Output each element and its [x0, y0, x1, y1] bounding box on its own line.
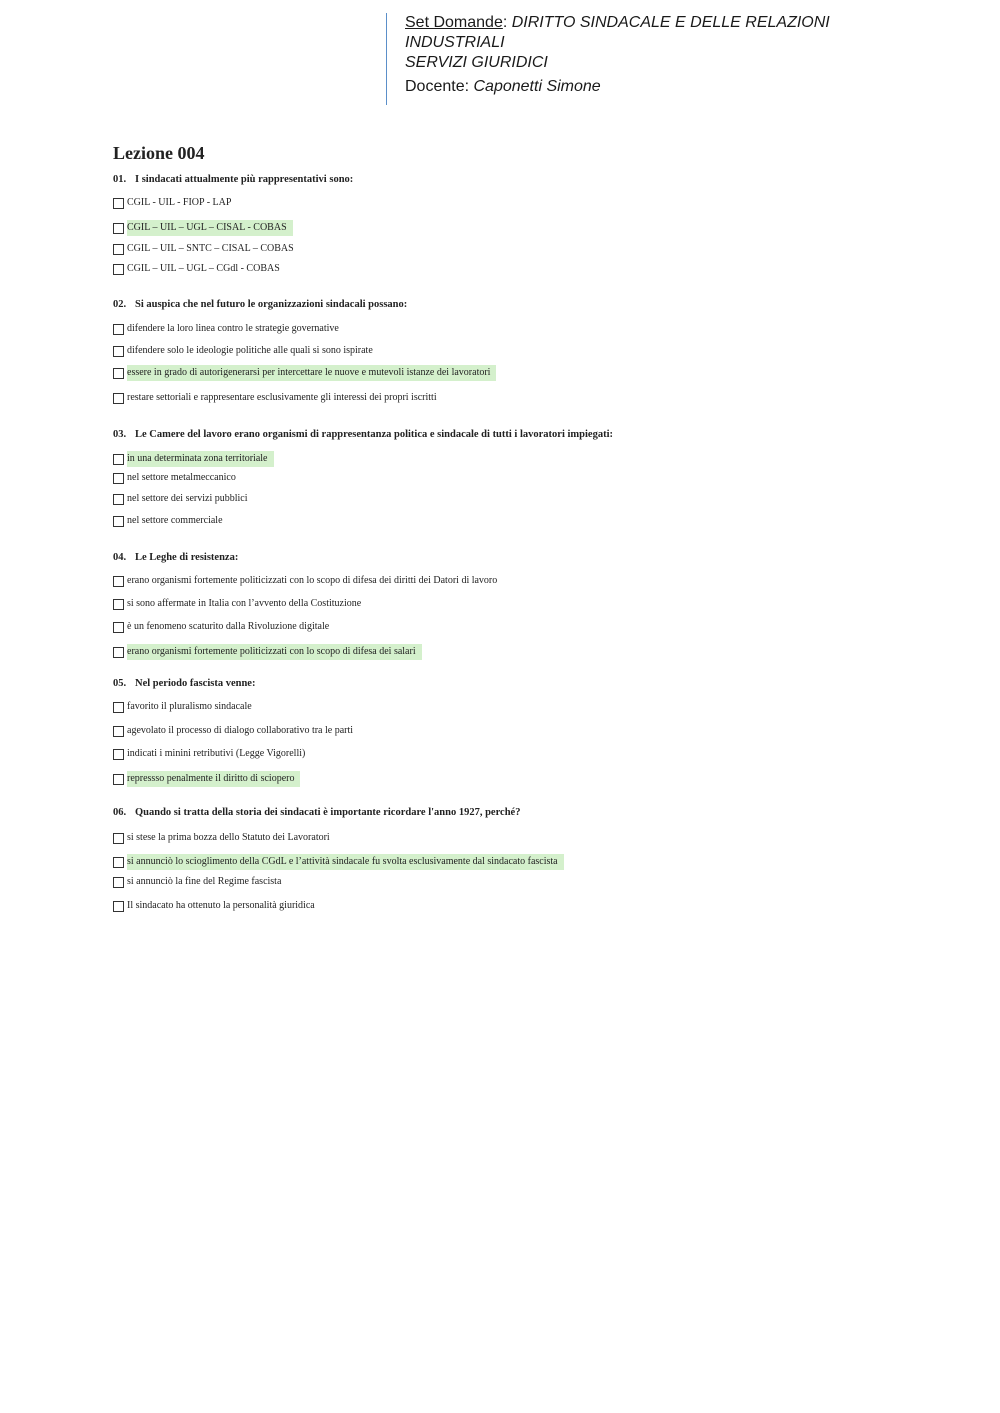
teacher-name: Caponetti Simone: [473, 78, 601, 95]
question-text: Si auspica che nel futuro le organizzazioni sindacali possano:: [135, 299, 408, 310]
question-text: Le Leghe di resistenza:: [135, 552, 239, 563]
option-text: repressso penalmente il diritto di sciopero: [127, 771, 300, 787]
checkbox-icon[interactable]: [113, 516, 124, 527]
set-label: Set Domande: [405, 14, 503, 31]
question-number: 01.: [113, 174, 127, 185]
checkbox-icon[interactable]: [113, 901, 124, 912]
document-header: [386, 13, 866, 105]
question-text: Quando si tratta della storia dei sindacati è importante ricordare l'anno 1927, perché?: [135, 807, 521, 818]
lesson-title: Lezione 004: [113, 143, 205, 163]
option-06-b[interactable]: [113, 854, 564, 870]
question-05-title: [113, 678, 255, 689]
option-05-d[interactable]: [113, 771, 300, 787]
checkbox-icon[interactable]: [113, 833, 124, 844]
question-text: I sindacati attualmente più rappresentativi sono:: [135, 174, 354, 185]
option-04-b[interactable]: [113, 596, 367, 612]
question-number: 03.: [113, 429, 127, 440]
option-05-c[interactable]: [113, 746, 311, 762]
option-04-c[interactable]: [113, 619, 335, 635]
option-text: CGIL – UIL – SNTC – CISAL – COBAS: [127, 243, 294, 254]
option-text: Il sindacato ha ottenuto la personalità giuridica: [127, 900, 315, 911]
option-text: difendere la loro linea contro le strategie governative: [127, 323, 339, 334]
checkbox-icon[interactable]: [113, 647, 124, 658]
teacher-line: [405, 77, 866, 97]
option-text: restare settoriali e rappresentare esclusivamente gli interessi dei propri iscritti: [127, 392, 437, 403]
checkbox-icon[interactable]: [113, 244, 124, 255]
question-02-title: [113, 299, 407, 310]
checkbox-icon[interactable]: [113, 749, 124, 760]
checkbox-icon[interactable]: [113, 454, 124, 465]
question-text: Le Camere del lavoro erano organismi di rappresentanza politica e sindacale di tutti i lavoratori impiegati:: [135, 429, 613, 440]
option-02-a[interactable]: [113, 321, 345, 337]
checkbox-icon[interactable]: [113, 198, 124, 209]
option-text: CGIL - UIL - FIOP - LAP: [127, 197, 232, 208]
option-06-c[interactable]: [113, 874, 287, 890]
option-text: si annunciò lo scioglimento della CGdL e l’attività sindacale fu svolta esclusivamente dal sindacato fascista: [127, 854, 564, 870]
checkbox-icon[interactable]: [113, 264, 124, 275]
option-text: nel settore metalmeccanico: [127, 472, 236, 483]
checkbox-icon[interactable]: [113, 223, 124, 234]
option-06-a[interactable]: [113, 830, 336, 846]
question-number: 06.: [113, 807, 127, 818]
checkbox-icon[interactable]: [113, 576, 124, 587]
option-text: si stese la prima bozza dello Statuto dei Lavoratori: [127, 832, 330, 843]
question-number: 02.: [113, 299, 127, 310]
option-text: agevolato il processo di dialogo collaborativo tra le parti: [127, 725, 354, 736]
option-03-c[interactable]: [113, 491, 254, 507]
checkbox-icon[interactable]: [113, 393, 124, 404]
option-06-d[interactable]: [113, 898, 321, 914]
question-number: 04.: [113, 552, 127, 563]
checkbox-icon[interactable]: [113, 702, 124, 713]
option-03-b[interactable]: [113, 470, 242, 486]
option-05-a[interactable]: [113, 699, 258, 715]
option-text: in una determinata zona territoriale: [127, 451, 274, 467]
option-04-d[interactable]: [113, 644, 422, 660]
checkbox-icon[interactable]: [113, 599, 124, 610]
option-text: favorito il pluralismo sindacale: [127, 701, 252, 712]
option-03-d[interactable]: [113, 513, 229, 529]
option-01-d[interactable]: [113, 261, 286, 277]
option-01-a[interactable]: [113, 195, 237, 211]
option-text: indicati i minini retributivi (Legge Vigorelli): [127, 748, 306, 759]
question-03-title: [113, 429, 613, 440]
checkbox-icon[interactable]: [113, 324, 124, 335]
set-separator: :: [502, 14, 512, 31]
checkbox-icon[interactable]: [113, 726, 124, 737]
checkbox-icon[interactable]: [113, 494, 124, 505]
option-04-a[interactable]: [113, 573, 503, 589]
option-03-a[interactable]: [113, 451, 274, 467]
option-02-c[interactable]: [113, 365, 496, 381]
option-text: erano organismi fortemente politicizzati con lo scopo di difesa dei diritti dei Datori di lavoro: [127, 575, 498, 586]
option-text: essere in grado di autorigenerarsi per intercettare le nuove e mutevoli istanze dei lavoratori: [127, 365, 496, 381]
checkbox-icon[interactable]: [113, 346, 124, 357]
question-01-title: [113, 174, 353, 185]
course-line-1: DIRITTO SINDACALE E DELLE RELAZIONI: [511, 14, 830, 31]
option-text: si annunciò la fine del Regime fascista: [127, 876, 282, 887]
checkbox-icon[interactable]: [113, 877, 124, 888]
checkbox-icon[interactable]: [113, 774, 124, 785]
option-01-c[interactable]: [113, 241, 300, 257]
course-line-3: SERVIZI GIURIDICI: [405, 54, 548, 71]
option-text: nel settore commerciale: [127, 515, 223, 526]
teacher-label: Docente:: [405, 78, 470, 95]
question-number: 05.: [113, 678, 127, 689]
option-text: si sono affermate in Italia con l’avvento della Costituzione: [127, 598, 362, 609]
option-text: è un fenomeno scaturito dalla Rivoluzione digitale: [127, 621, 330, 632]
course-title: [405, 13, 866, 33]
option-text: erano organismi fortemente politicizzati con lo scopo di difesa dei salari: [127, 644, 422, 660]
question-text: Nel periodo fascista venne:: [135, 678, 256, 689]
option-02-d[interactable]: [113, 390, 443, 406]
option-02-b[interactable]: [113, 343, 379, 359]
course-line-2: INDUSTRIALI: [405, 34, 505, 51]
option-05-b[interactable]: [113, 723, 359, 739]
checkbox-icon[interactable]: [113, 622, 124, 633]
option-01-b[interactable]: [113, 220, 293, 236]
question-06-title: [113, 807, 520, 818]
option-text: CGIL – UIL – UGL – CGdl - COBAS: [127, 263, 280, 274]
checkbox-icon[interactable]: [113, 473, 124, 484]
option-text: CGIL – UIL – UGL – CISAL - COBAS: [127, 220, 293, 236]
checkbox-icon[interactable]: [113, 857, 124, 868]
checkbox-icon[interactable]: [113, 368, 124, 379]
question-04-title: [113, 552, 238, 563]
option-text: difendere solo le ideologie politiche alle quali si sono ispirate: [127, 345, 373, 356]
option-text: nel settore dei servizi pubblici: [127, 493, 248, 504]
